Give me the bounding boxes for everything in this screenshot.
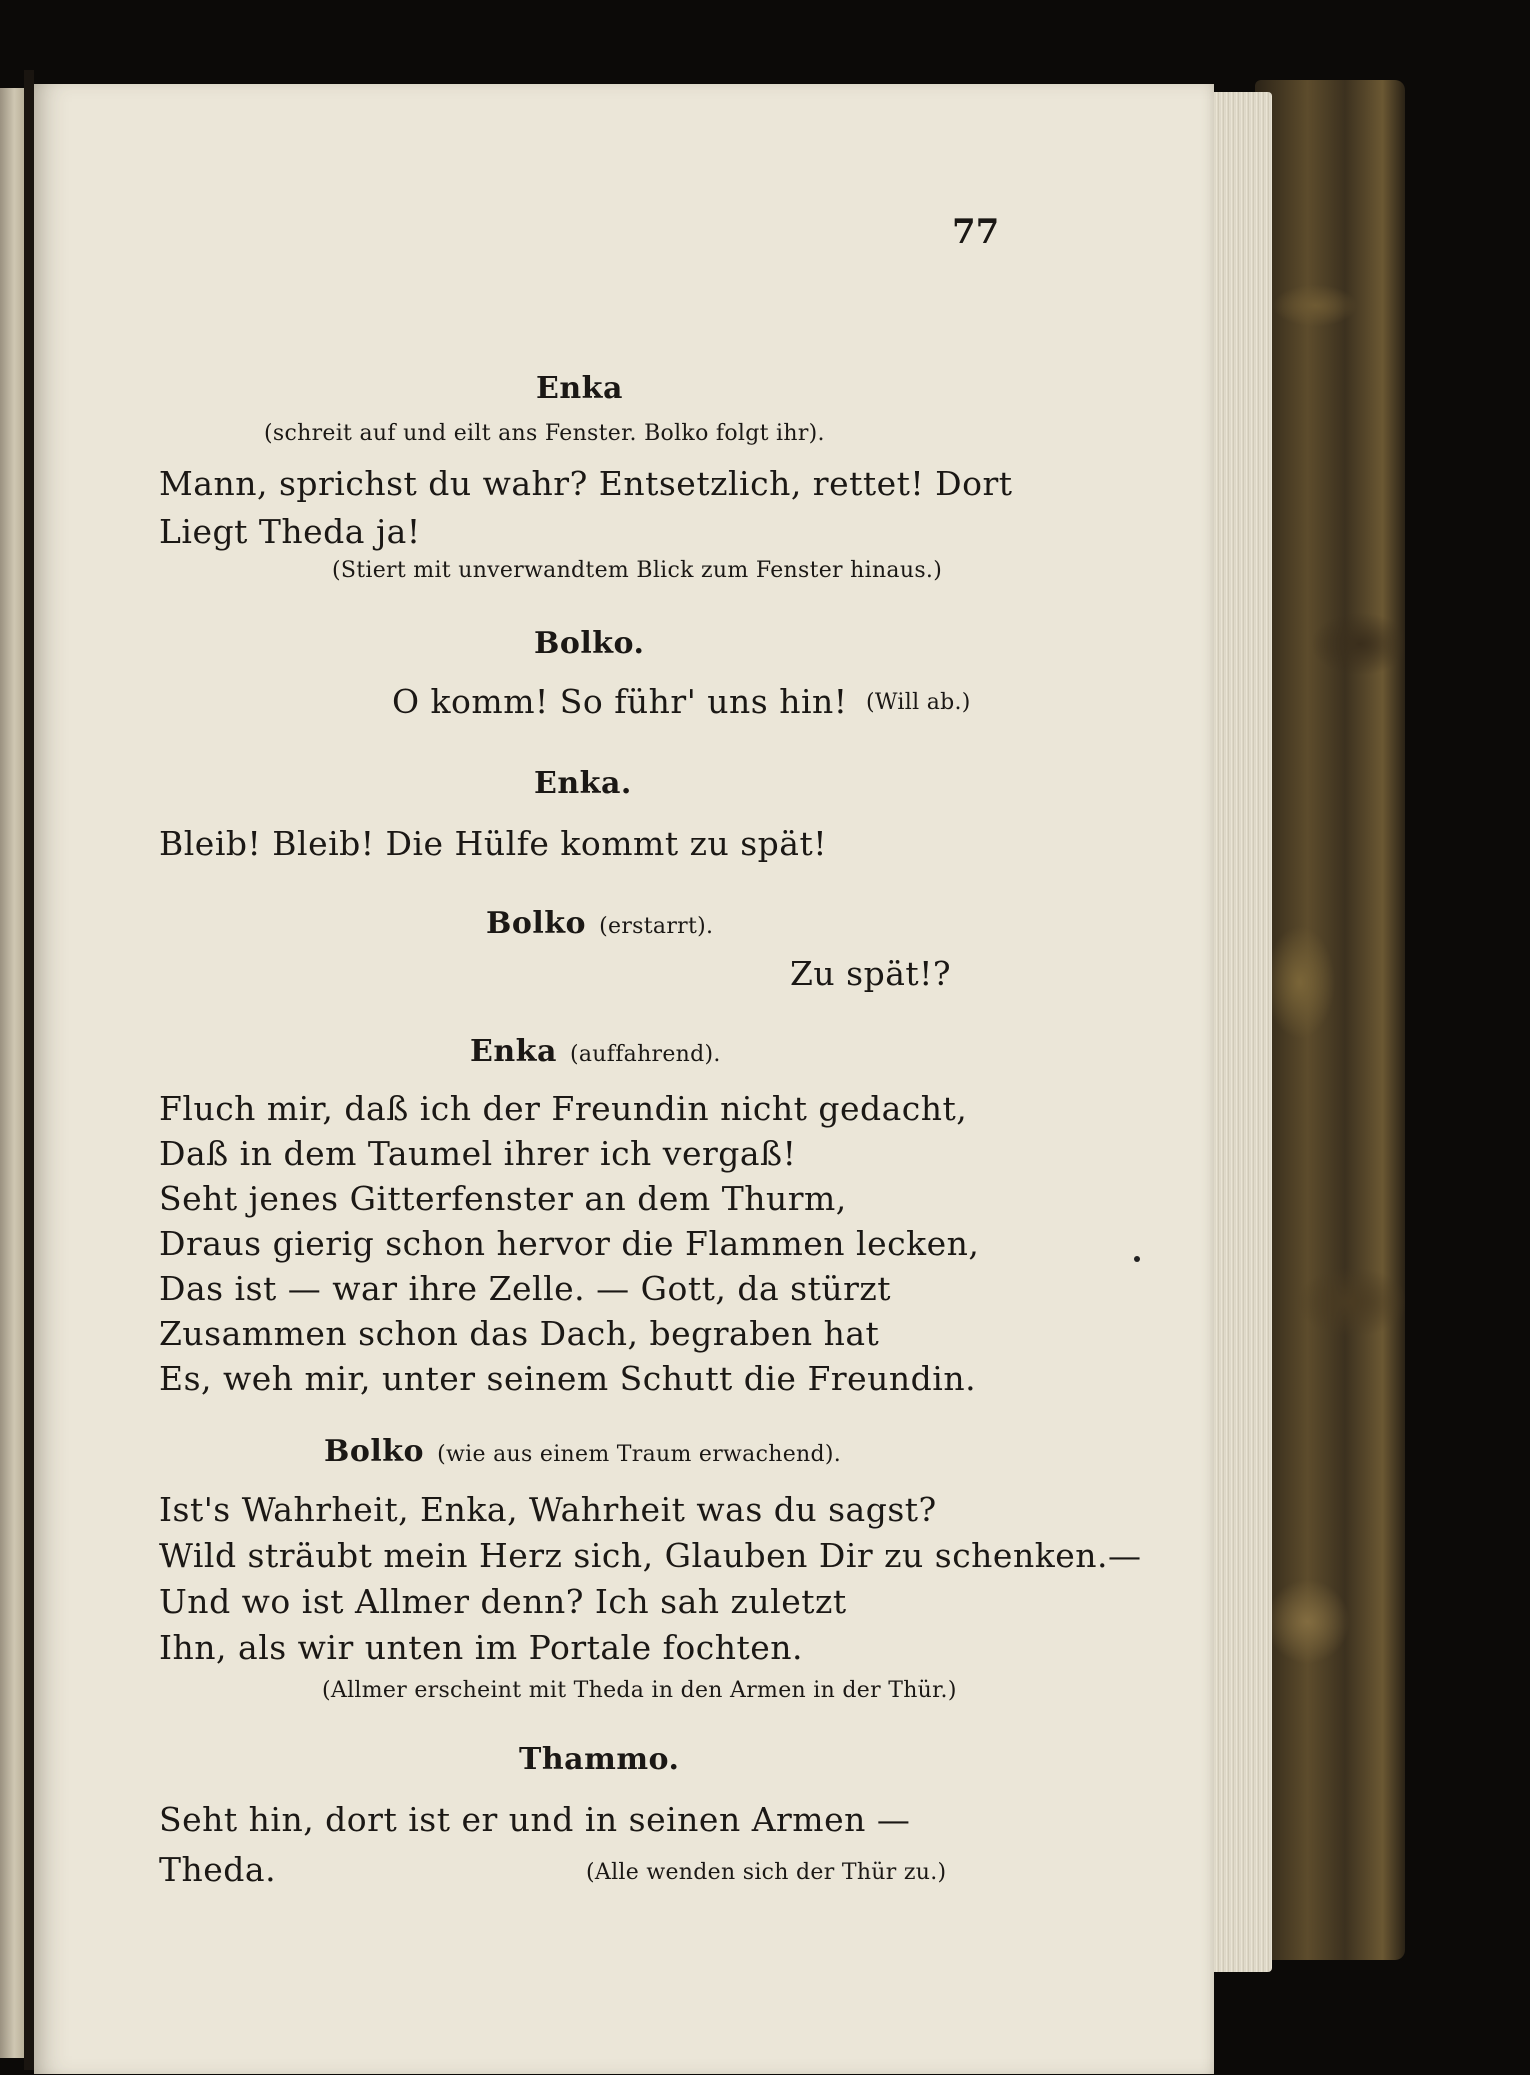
stage-direction: (schreit auf und eilt ans Fenster. Bolko folgt ihr). [264, 421, 825, 446]
speaker-line [324, 1434, 841, 1469]
verse-line: Es, weh mir, unter seinem Schutt die Freundin. [159, 1359, 977, 1398]
speaker-bolko: Bolko [486, 906, 587, 941]
book-gutter [24, 70, 34, 2070]
speaker-enka: Enka. [534, 766, 632, 801]
speaker-enka: Enka [536, 371, 623, 406]
stage-direction: (auffahrend). [570, 1042, 721, 1067]
verse-line: Ihn, als wir unten im Portale fochten. [159, 1628, 803, 1667]
stage-direction: (wie aus einem Traum erwachend). [437, 1442, 842, 1467]
speaker-bolko: Bolko. [534, 626, 645, 661]
verse-line: Und wo ist Allmer denn? Ich sah zuletzt [159, 1582, 847, 1621]
speaker-enka: Enka [470, 1034, 557, 1069]
verse-line: Fluch mir, daß ich der Freundin nicht gedacht, [159, 1089, 968, 1128]
left-page-edge [0, 88, 24, 2058]
verse-line: Draus gierig schon hervor die Flammen lecken, [159, 1224, 980, 1263]
page-number: 77 [952, 212, 1000, 252]
speaker-bolko: Bolko [324, 1434, 425, 1469]
verse-line: Zusammen schon das Dach, begraben hat [159, 1314, 880, 1353]
verse-line: Theda. [159, 1850, 277, 1889]
verse-line: Wild sträubt mein Herz sich, Glauben Dir zu schenken.— [159, 1536, 1142, 1575]
verse-line: Mann, sprichst du wahr? Entsetzlich, rettet! Dort [159, 464, 1013, 503]
verse-line: Bleib! Bleib! Die Hülfe kommt zu spät! [159, 824, 827, 863]
stage-direction: (Alle wenden sich der Thür zu.) [586, 1860, 947, 1885]
stage-direction: (Stiert mit unverwandtem Blick zum Fenster hinaus.) [332, 558, 943, 583]
verse-line: Zu spät!? [790, 954, 952, 993]
stage-direction: (erstarrt). [599, 914, 714, 939]
verse-line: Daß in dem Taumel ihrer ich vergaß! [159, 1134, 797, 1173]
ink-speck [1134, 1256, 1140, 1262]
verse-line: Seht hin, dort ist er und in seinen Armen — [159, 1800, 911, 1839]
marbled-back-cover [1255, 80, 1405, 1960]
speaker-line [470, 1034, 721, 1069]
verse-line: Seht jenes Gitterfenster an dem Thurm, [159, 1179, 847, 1218]
verse-line: O komm! So führ' uns hin! [392, 682, 848, 721]
stage-direction: (Will ab.) [866, 690, 971, 715]
verse-line: Das ist — war ihre Zelle. — Gott, da stürzt [159, 1269, 892, 1308]
page-edges-stack [1210, 92, 1272, 1972]
page-text-area [34, 84, 1214, 2074]
book-page [34, 84, 1214, 2074]
verse-line: Liegt Theda ja! [159, 512, 421, 551]
verse-line: Ist's Wahrheit, Enka, Wahrheit was du sagst? [159, 1490, 937, 1529]
speaker-line [486, 906, 713, 941]
stage-direction: (Allmer erscheint mit Theda in den Armen in der Thür.) [322, 1678, 957, 1703]
speaker-thammo: Thammo. [519, 1742, 680, 1777]
